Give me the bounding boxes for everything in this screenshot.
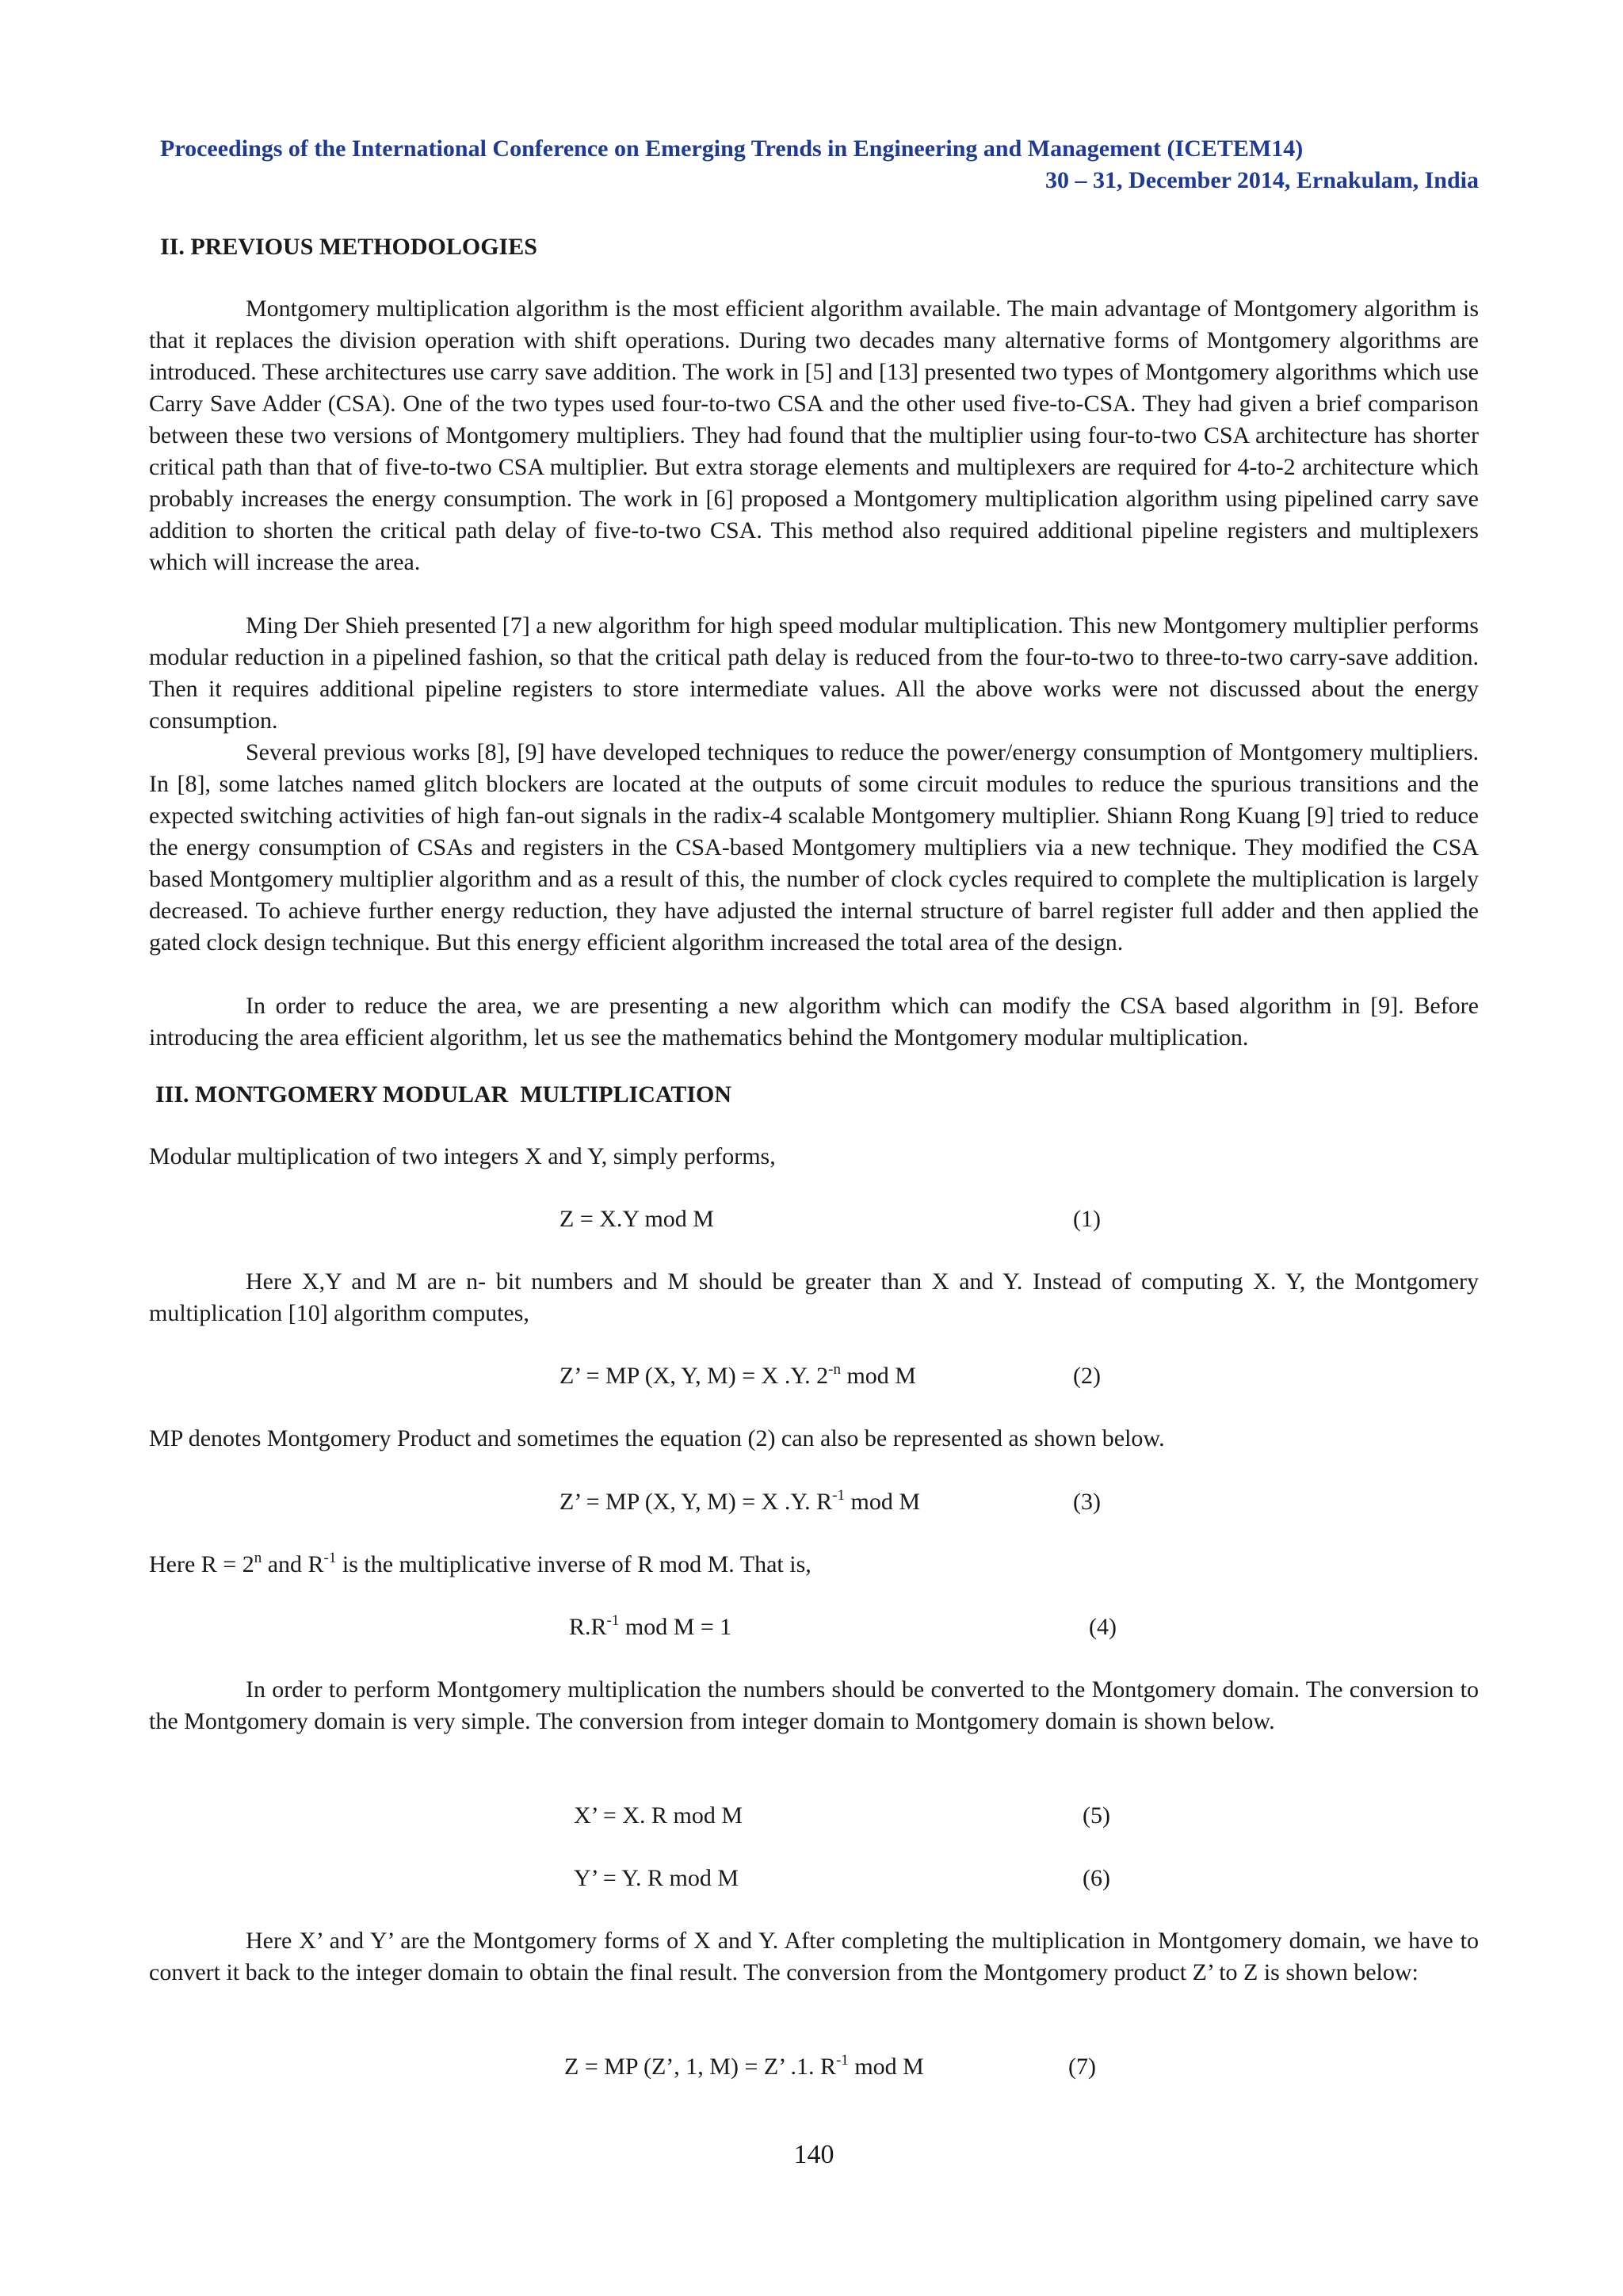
equation-1: Z = X.Y mod M — [559, 1206, 714, 1232]
equation-2: Z’ = MP (X, Y, M) = X .Y. $2^{-n}$ mod M — [559, 1361, 916, 1389]
equation-number-7: (7) — [1068, 2054, 1096, 2080]
equation-number-6: (6) — [1083, 1865, 1110, 1891]
paragraph-energy-reduction: Several previous works [8], [9] have developed techniques to reduce the power/energy consumption of Montgomery multipliers. In [8], some latches named glitch blockers are located at the outputs of some circuit modules to reduce the spurious transitions and the expected switching activities of high fan-out signals in the radix-4 scalable Montgomery multiplier. Shiann Rong Kuang [9] tried to reduce the energy consumption of CSAs and registers in the CSA-based Montgomery multipliers via a new technique. They modified the CSA based Montgomery multiplier algorithm and as a result of this, the number of clock cycles required to complete the multiplication is largely decreased. To achieve further energy reduction, they have adjusted the internal structure of barrel register full adder and then applied the gated clock design technique. But this energy efficient algorithm increased the total area of the design. — [149, 739, 1479, 955]
paragraph-mp-definition: Here X,Y and M are n- bit numbers and M should be greater than X and Y. Instead of computing X. Y, the Montgomery multiplication [10] algorithm computes, — [149, 1268, 1479, 1326]
equation-number-2: (2) — [1073, 1363, 1101, 1389]
paragraph-shieh-algorithm: Ming Der Shieh presented [7] a new algorithm for high speed modular multiplication. This new Montgomery multiplier performs modular reduction in a pipelined fashion, so that the critical path delay is reduced from the four-to-two to three-to-two carry-save addition. Then it requires additional pipeline registers to store intermediate values. All the above works were not discussed about the energy consumption. — [149, 612, 1479, 734]
equation-number-4: (4) — [1089, 1614, 1117, 1640]
header-date-location: 30 – 31, December 2014, Ernakulam, India — [1045, 167, 1479, 193]
section-heading-previous-methodologies: II. PREVIOUS METHODOLOGIES — [160, 234, 537, 260]
running-header — [149, 133, 1479, 196]
paper-page — [149, 0, 1479, 2296]
paragraph-montgomery-overview: Montgomery multiplication algorithm is the most efficient algorithm available. The main advantage of Montgomery algorithm is that it replaces the division operation with shift operations. During two decades many alternative forms of Montgomery algorithms are introduced. These architectures use carry save addition. The work in [5] and [13] presented two types of Montgomery algorithms which use Carry Save Adder (CSA). One of the two types used four-to-two CSA and the other used five-to-CSA. They had given a brief comparison between these two versions of Montgomery multipliers. They had found that the multiplier using four-to-two CSA architecture has shorter critical path than that of five-to-two CSA multiplier. But extra storage elements and multiplexers are required for 4-to-2 architecture which probably increases the energy consumption. The work in [6] proposed a Montgomery multiplication algorithm using pipelined carry save addition to shorten the critical path delay of five-to-two CSA. This method also required additional pipeline registers and multiplexers which will increase the area. — [149, 296, 1479, 575]
equation-number-3: (3) — [1073, 1489, 1101, 1515]
equation-3: Z’ = MP (X, Y, M) = X .Y. $R^{-1}$ mod M — [559, 1487, 920, 1515]
equation-6: Y’ = Y. R mod M — [574, 1865, 739, 1891]
page-number: 140 — [793, 2140, 834, 2169]
section-heading-montgomery-modular-multiplication: III. MONTGOMERY MODULAR MULTIPLICATION — [155, 1081, 732, 1108]
equation-4: $R.R^{-1}$ mod M = 1 — [569, 1612, 732, 1640]
paragraph-modular-intro: Modular multiplication of two integers X and Y, simply performs, — [149, 1143, 776, 1169]
paragraph-r-definition: Here $R = 2^n$ and $R^{-1}$ is the multiplicative inverse of R mod M. That is, — [149, 1550, 812, 1577]
paragraph-domain-conversion: In order to perform Montgomery multiplication the numbers should be converted to the Montgomery domain. The conversion to the Montgomery domain is very simple. The conversion from integer domain to Montgomery domain is shown below. — [149, 1676, 1479, 1734]
equation-number-1: (1) — [1073, 1206, 1101, 1232]
paragraph-mp-denotes: MP denotes Montgomery Product and sometimes the equation (2) can also be represented as shown below. — [149, 1425, 1165, 1451]
paragraph-area-reduction: In order to reduce the area, we are presenting a new algorithm which can modify the CSA based algorithm in [9]. Before introducing the area efficient algorithm, let us see the mathematics behind the Montgomery modular multiplication. — [149, 993, 1479, 1051]
equation-number-5: (5) — [1083, 1802, 1110, 1829]
equation-7: Z = MP (Z’, 1, M) = Z’ .1. $R^{-1}$ mod M — [564, 2052, 924, 2080]
header-conference-title: Proceedings of the International Conference on Emerging Trends in Engineering and Management (ICETEM14) — [160, 135, 1304, 162]
paragraph-montgomery-forms: Here X’ and Y’ are the Montgomery forms of X and Y. After completing the multiplication in Montgomery domain, we have to convert it back to the integer domain to obtain the final result. The conversion from the Montgomery product Z’ to Z is shown below: — [149, 1928, 1479, 1985]
equation-5: X’ = X. R mod M — [574, 1802, 743, 1829]
